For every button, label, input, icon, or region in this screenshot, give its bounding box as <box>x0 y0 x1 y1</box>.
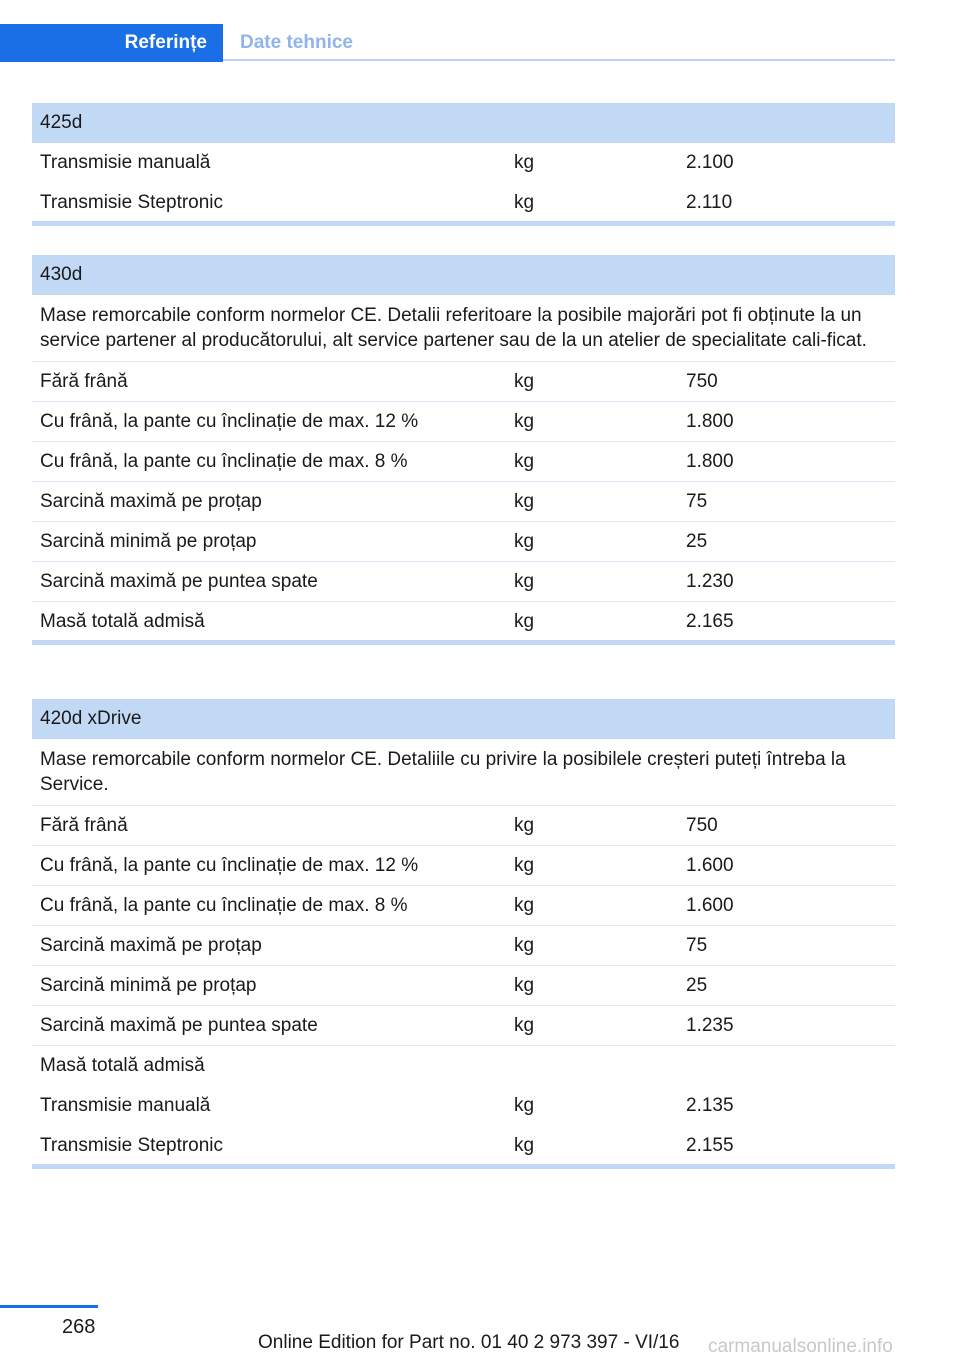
row-label: Sarcină maximă pe puntea spate <box>40 571 318 592</box>
row-label: Sarcină maximă pe proțap <box>40 491 262 512</box>
table-row <box>32 926 895 966</box>
row-label: Cu frână, la pante cu înclinație de max. 12 % <box>40 855 419 876</box>
row-label: Sarcină minimă pe proțap <box>40 531 257 552</box>
row-label: Fără frână <box>40 815 128 836</box>
row-label: Fără frână <box>40 371 128 392</box>
row-label: Sarcină maximă pe proțap <box>40 935 262 956</box>
row-value: 750 <box>686 815 718 836</box>
row-value: 25 <box>686 975 708 996</box>
row-unit: kg <box>514 371 535 392</box>
row-value: 2.135 <box>686 1095 734 1116</box>
page-number: 268 <box>62 1316 96 1338</box>
row-unit: kg <box>514 1135 535 1156</box>
table-row <box>32 1006 895 1046</box>
table-heading <box>32 699 895 739</box>
row-unit: kg <box>514 451 535 472</box>
row-label: Transmisie Steptronic <box>40 1135 224 1156</box>
row-value: 2.110 <box>686 192 733 213</box>
table-row <box>32 602 895 640</box>
row-label: Sarcină maximă pe puntea spate <box>40 1015 318 1036</box>
footer-accent-line <box>0 1305 98 1308</box>
table-row <box>32 482 895 522</box>
table-title: 420d xDrive <box>40 708 142 729</box>
row-label: Cu frână, la pante cu înclinație de max. 8 % <box>40 451 408 472</box>
row-value: 75 <box>686 491 708 512</box>
table-note: Mase remorcabile conform normelor CE. Detalii referitoare la posibile majorări pot fi obținute la un service partener al producătorului, alt service partener sau de la un atelier de specialitate cali-ficat. <box>32 295 895 362</box>
tab-referinte[interactable]: Referințe <box>0 24 223 62</box>
table-end-bar <box>32 640 895 645</box>
tab-date-tehnice[interactable]: Date tehnice <box>240 32 353 53</box>
table-row <box>32 562 895 602</box>
table-row <box>32 966 895 1006</box>
row-value: 1.230 <box>686 571 734 592</box>
row-value: 25 <box>686 531 708 552</box>
row-label: Sarcină minimă pe proțap <box>40 975 257 996</box>
table-heading <box>32 255 895 295</box>
row-value: 1.235 <box>686 1015 734 1036</box>
table-row <box>32 1046 895 1086</box>
row-unit: kg <box>514 571 535 592</box>
row-label: Masă totală admisă <box>40 611 205 632</box>
table-title: 430d <box>40 264 83 285</box>
row-label: Transmisie manuală <box>40 152 211 173</box>
row-unit: kg <box>514 192 535 213</box>
row-unit: kg <box>514 855 535 876</box>
table-row <box>32 1126 895 1164</box>
table-row <box>32 886 895 926</box>
row-unit: kg <box>514 611 535 632</box>
row-value: 2.155 <box>686 1135 734 1156</box>
row-unit: kg <box>514 975 535 996</box>
row-unit: kg <box>514 411 535 432</box>
table-row <box>32 442 895 482</box>
page-header <box>0 24 895 62</box>
table-430d <box>32 255 895 645</box>
row-unit: kg <box>514 531 535 552</box>
row-unit: kg <box>514 895 535 916</box>
table-end-bar <box>32 1164 895 1169</box>
row-value: 1.800 <box>686 451 734 472</box>
row-value: 1.800 <box>686 411 734 432</box>
row-value: 2.100 <box>686 152 734 173</box>
edition-note: Online Edition for Part no. 01 40 2 973 397 - VI/16 <box>258 1332 680 1353</box>
row-unit: kg <box>514 815 535 836</box>
row-value: 75 <box>686 935 708 956</box>
row-value: 750 <box>686 371 718 392</box>
header-divider <box>223 59 895 61</box>
row-label: Masă totală admisă <box>40 1055 205 1076</box>
row-unit: kg <box>514 935 535 956</box>
table-row <box>32 402 895 442</box>
table-row <box>32 143 895 183</box>
row-value: 1.600 <box>686 895 734 916</box>
row-label: Cu frână, la pante cu înclinație de max. 12 % <box>40 411 419 432</box>
row-unit: kg <box>514 1015 535 1036</box>
table-row <box>32 362 895 402</box>
table-425d <box>32 103 895 226</box>
watermark: carmanualsonline.info <box>708 1336 893 1357</box>
row-value: 2.165 <box>686 611 734 632</box>
row-label: Transmisie manuală <box>40 1095 211 1116</box>
table-row <box>32 1086 895 1126</box>
row-label: Transmisie Steptronic <box>40 192 224 213</box>
row-label: Cu frână, la pante cu înclinație de max. 8 % <box>40 895 408 916</box>
table-row <box>32 806 895 846</box>
row-value: 1.600 <box>686 855 734 876</box>
table-heading <box>32 103 895 143</box>
table-row <box>32 846 895 886</box>
table-row <box>32 183 895 221</box>
row-unit: kg <box>514 152 535 173</box>
table-note: Mase remorcabile conform normelor CE. Detaliile cu privire la posibilele creșteri puteți întreba la Service. <box>32 739 895 806</box>
table-title: 425d <box>40 112 83 133</box>
row-unit: kg <box>514 1095 535 1116</box>
table-end-bar <box>32 221 895 226</box>
table-row <box>32 522 895 562</box>
table-420d-xdrive <box>32 699 895 1169</box>
row-unit: kg <box>514 491 535 512</box>
